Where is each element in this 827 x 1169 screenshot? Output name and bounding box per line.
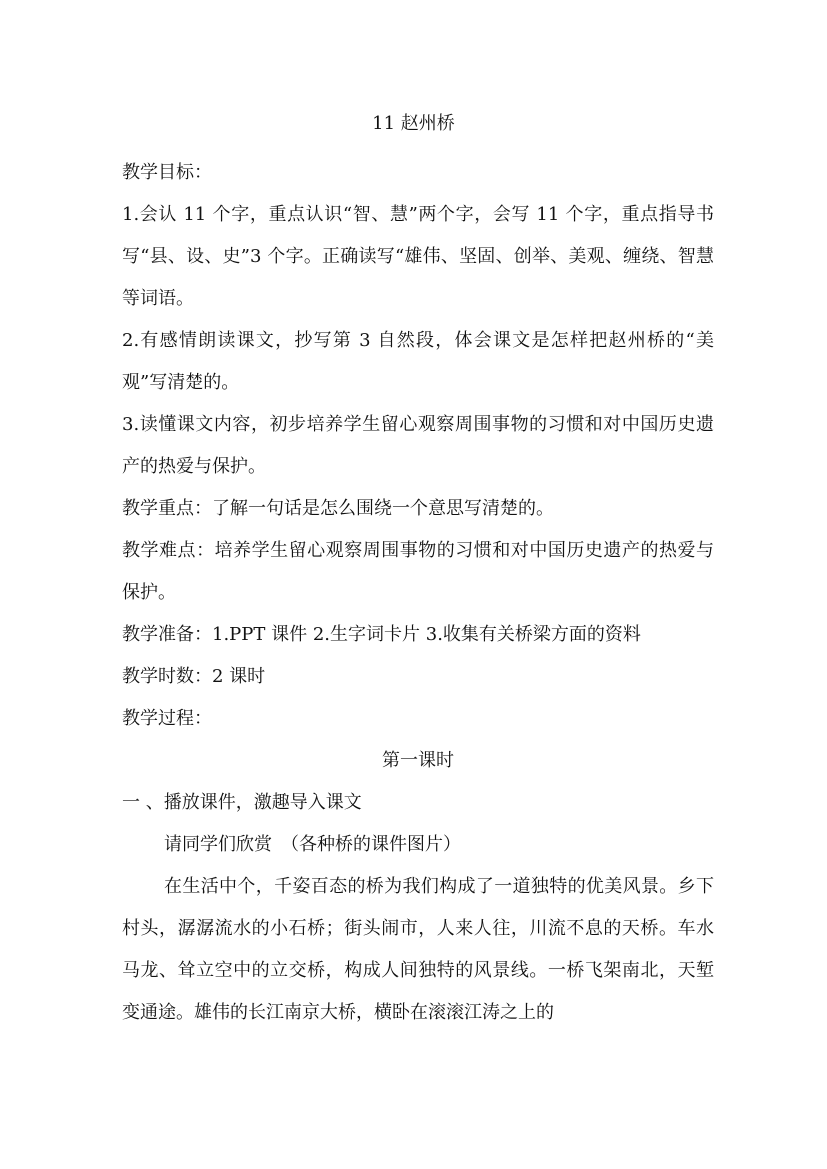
teaching-hours: 教学时数：2 课时 (122, 666, 266, 687)
goal-1: 1.会认 11 个字，重点认识“智、慧”两个字，会写 11 个字，重点指导书写“县、设、史”3 个字。正确读写“雄伟、坚固、创举、美观、缠绕、智慧等词语。 (122, 204, 714, 309)
goals-heading: 教学目标： (122, 162, 212, 183)
lesson-1-heading: 第一课时 (382, 750, 454, 771)
goal-2: 2.有感情朗读课文，抄写第 3 自然段，体会课文是怎样把赵州桥的“美观”写清楚的。 (122, 330, 714, 393)
document-body (122, 152, 714, 1034)
difficulty: 教学难点：培养学生留心观察周围事物的习惯和对中国历史遗产的热爱与保护。 (122, 540, 714, 603)
key-point: 教学重点：了解一句话是怎么围绕一个意思写清楚的。 (122, 498, 554, 519)
goal-3: 3.读懂课文内容，初步培养学生留心观察周围事物的习惯和对中国历史遗产的热爱与保护。 (122, 414, 714, 477)
appreciate-line: 请同学们欣赏 （各种桥的课件图片） (164, 834, 461, 855)
preparation: 教学准备：1.PPT 课件 2.生字词卡片 3.收集有关桥梁方面的资料 (122, 624, 641, 645)
process-heading: 教学过程： (122, 708, 212, 729)
intro-paragraph: 在生活中个，千姿百态的桥为我们构成了一道独特的优美风景。乡下村头，潺潺流水的小石桥；街头闹市，人来人往，川流不息的天桥。车水马龙、耸立空中的立交桥，构成人间独特的风景线。一桥飞架南北，天堑变通途。雄伟的长江南京大桥，横卧在滚滚江涛之上的 (122, 876, 714, 1023)
step-1-heading: 一 、播放课件，激趣导入课文 (122, 792, 362, 813)
page-title: 11 赵州桥 (372, 113, 455, 134)
